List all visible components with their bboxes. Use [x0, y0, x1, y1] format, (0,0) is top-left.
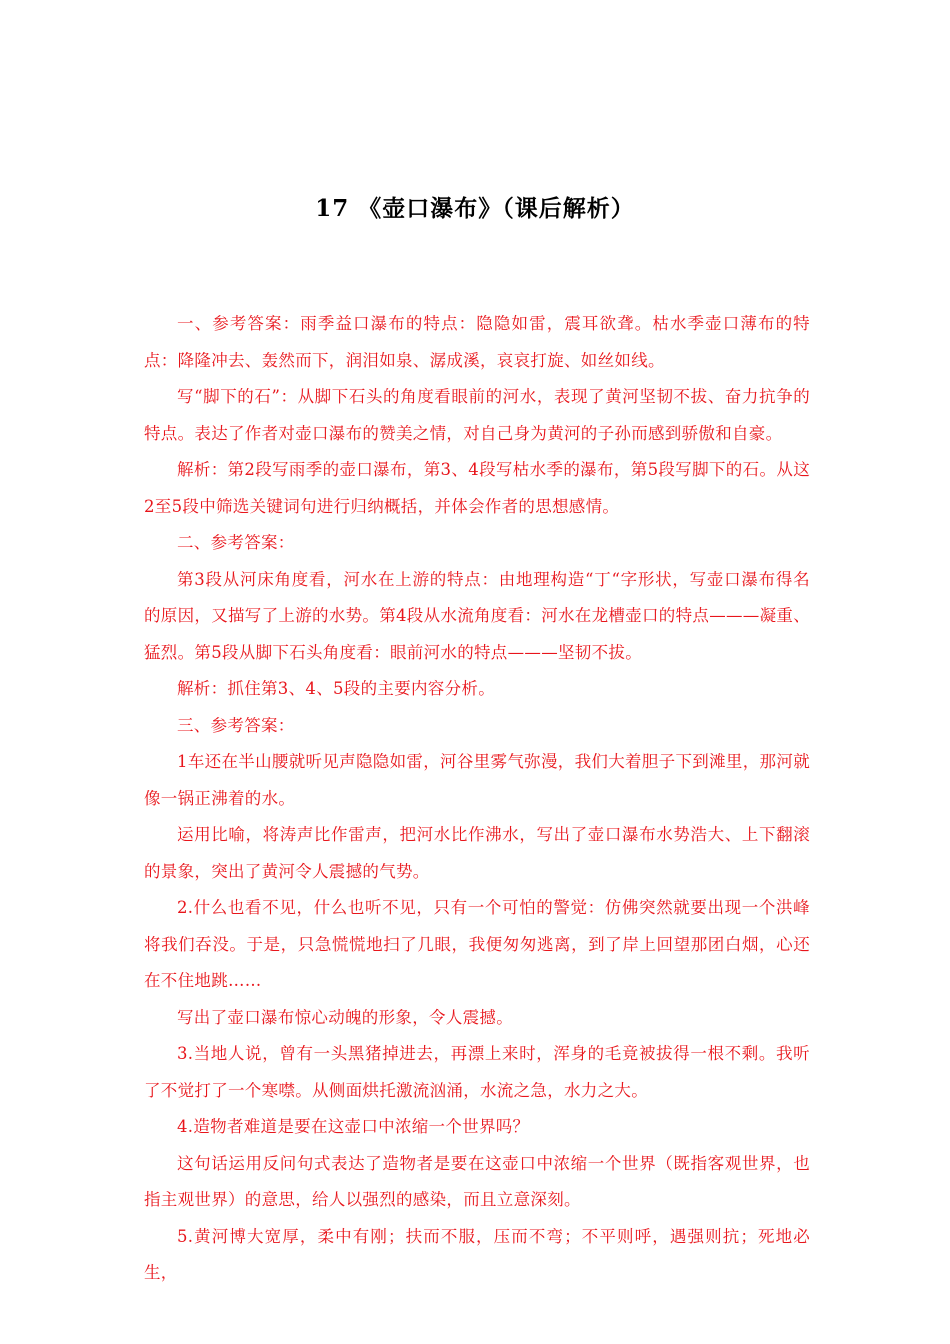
answer-content [144, 306, 810, 1292]
paragraph-5: 第3段从河床角度看，河水在上游的特点：由地理构造“丁“字形状，写壶口瀑布得名的原因，又描写了上游的水势。第4段从水流角度看：河水在龙槽壶口的特点———凝重、猛烈。第5段从脚下石头角度看：眼前河水的特点———坚韧不拔。 [144, 569, 810, 662]
paragraph-6: 解析：抓住第3、4、5段的主要内容分析。 [177, 679, 495, 698]
paragraph-8: 1车还在半山腰就听见声隐隐如雷，河谷里雾气弥漫，我们大着胆子下到滩里，那河就像一锅正沸着的水。 [144, 752, 810, 808]
paragraph-15: 5.黄河博大宽厚，柔中有刚；扶而不服，压而不弯；不平则呼，遇强则抗；死地必生， [144, 1226, 810, 1282]
paragraph-3: 解析：第2段写雨季的壶口瀑布，第3、4段写枯水季的瀑布，第5段写脚下的石。从这2至5段中筛选关键词句进行归纳概括，并体会作者的思想感情。 [144, 460, 810, 516]
paragraph-4: 二、参考答案： [177, 533, 295, 552]
page-title: 17 《壶口瀑布》（课后解析） [315, 195, 635, 222]
paragraph-14: 这句话运用反问句式表达了造物者是要在这壶口中浓缩一个世界（既指客观世界，也指主观世界）的意思，给人以强烈的感染，而且立意深刻。 [144, 1153, 810, 1209]
paragraph-12: 3.当地人说，曾有一头黑猪掉进去，再漂上来时，浑身的毛竟被拔得一根不剩。我听了不觉打了一个寒噤。从侧面烘托激流汹涌，水流之急，水力之大。 [144, 1044, 810, 1100]
paragraph-1: 一、参考答案：雨季益口瀑布的特点：隐隐如雷，震耳欲聋。枯水季壶口薄布的特点：降隆冲去、轰然而下，润泪如泉、潺成溪，哀哀打旋、如丝如线。 [144, 314, 810, 370]
paragraph-9: 运用比喻，将涛声比作雷声，把河水比作沸水，写出了壶口瀑布水势浩大、上下翻滚的景象，突出了黄河令人震撼的气势。 [144, 825, 810, 881]
paragraph-2: 写“脚下的石”：从脚下石头的角度看眼前的河水，表现了黄河坚韧不拔、奋力抗争的特点。表达了作者对壶口瀑布的赞美之情，对自己身为黄河的子孙而感到骄傲和自豪。 [144, 387, 810, 443]
paragraph-11: 写出了壶口瀑布惊心动魄的形象，令人震撼。 [177, 1007, 513, 1027]
paragraph-10: 2.什么也看不见，什么也听不见，只有一个可怕的警觉：仿佛突然就要出现一个洪峰将我们吞没。于是，只急慌慌地扫了几眼，我便匆匆逃离，到了岸上回望那团白烟，心还在不住地跳…… [144, 898, 810, 990]
paragraph-7: 三、参考答案： [177, 715, 295, 735]
paragraph-13: 4.造物者难道是要在这壶口中浓缩一个世界吗？ [177, 1117, 530, 1136]
